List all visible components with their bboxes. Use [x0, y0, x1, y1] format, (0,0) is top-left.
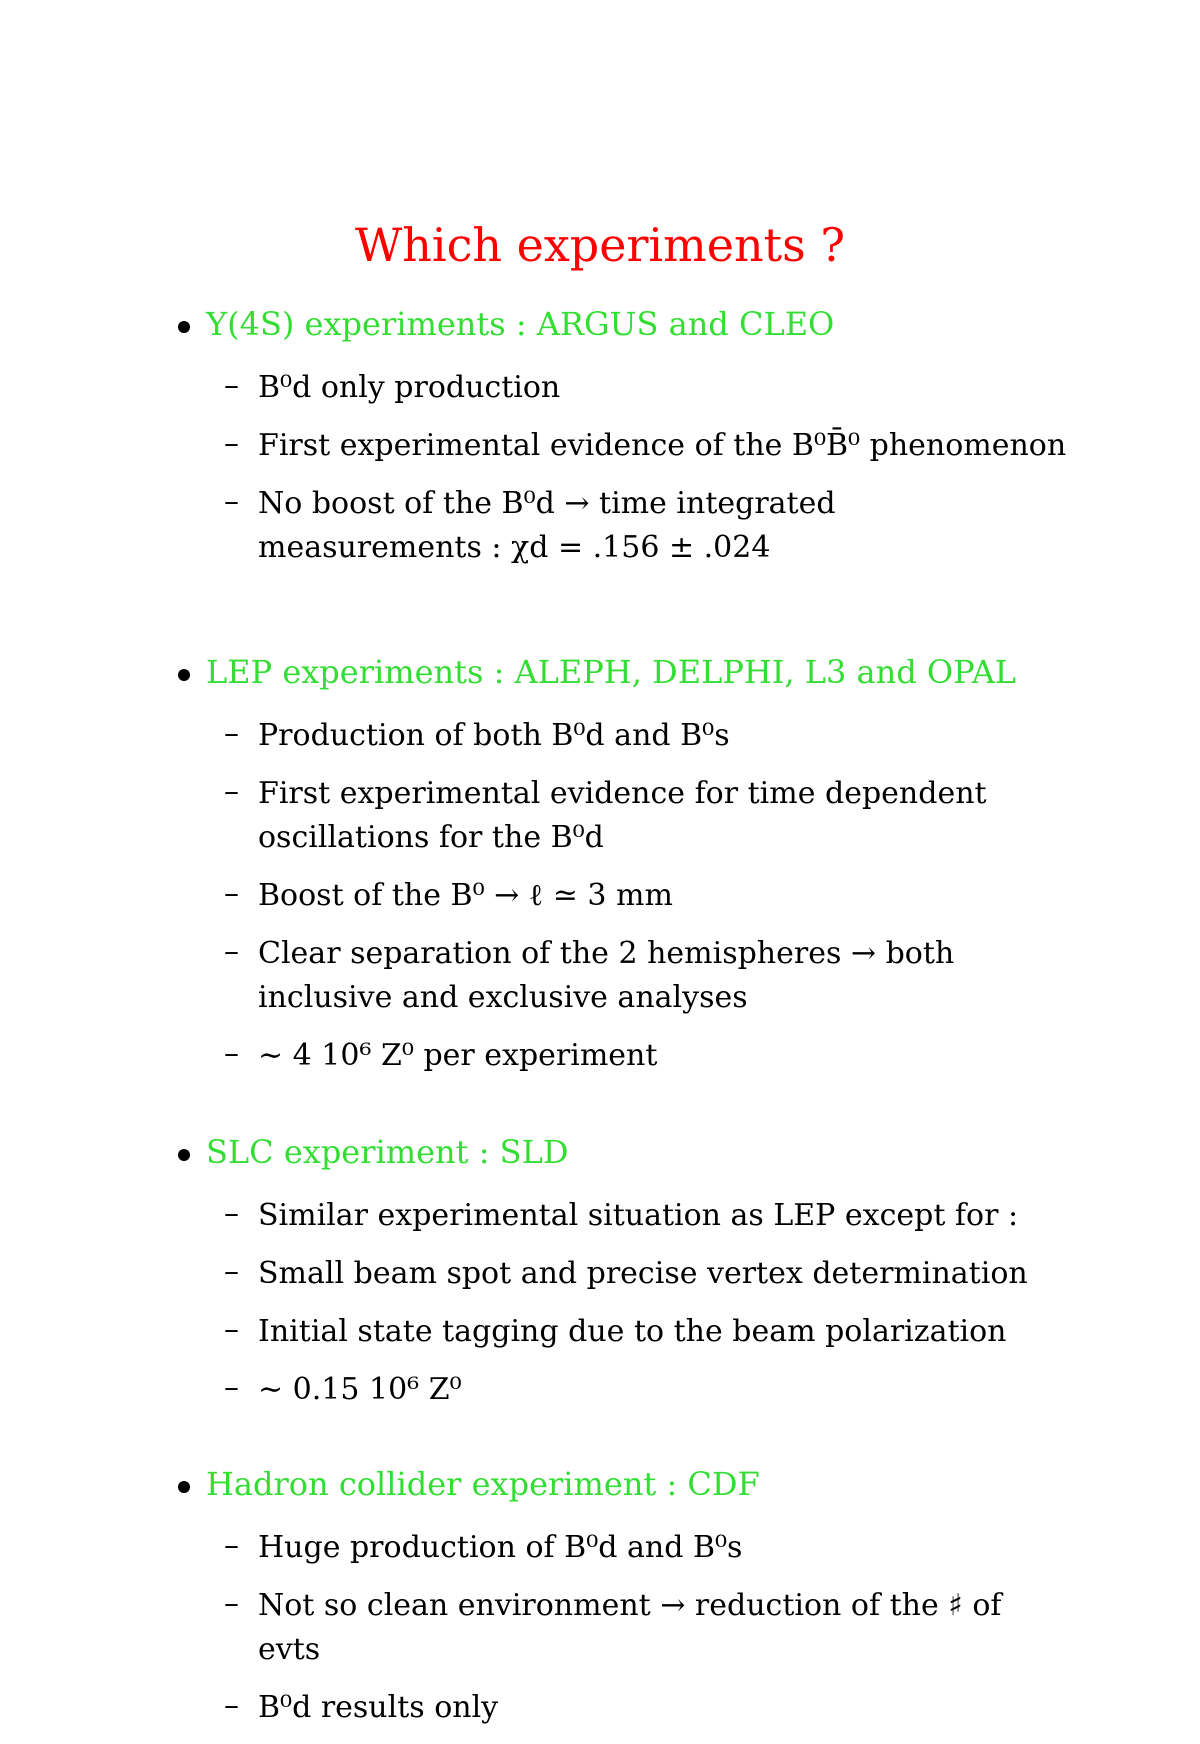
item-text: Initial state tagging due to the beam polarization [258, 1314, 1007, 1349]
dash-icon: – [224, 1688, 239, 1723]
dash-icon: – [224, 1312, 239, 1347]
section-heading: SLC experiment : SLD [206, 1133, 569, 1171]
item-text: Not so clean environment → reduction of the ♯ of evts [258, 1588, 1012, 1667]
list-item [0, 424, 1200, 468]
list-item [0, 1368, 1200, 1412]
item-text: First experimental evidence for time dependent oscillations for the B⁰d [258, 776, 997, 855]
dash-icon: – [224, 1370, 239, 1405]
item-text: Production of both B⁰d and B⁰s [258, 718, 730, 753]
dash-icon: – [224, 484, 239, 519]
section-heading: LEP experiments : ALEPH, DELPHI, L3 and OPAL [206, 653, 1017, 691]
list-item [0, 1686, 1200, 1730]
bullet-icon [178, 669, 190, 681]
item-text: ∼ 4 10⁶ Z⁰ per experiment [258, 1038, 658, 1073]
item-text: B⁰d only production [258, 370, 561, 405]
dash-icon: – [224, 716, 239, 751]
list-item [0, 1034, 1200, 1078]
dash-icon: – [224, 1586, 239, 1621]
list-item [0, 1310, 1200, 1354]
section-heading: Hadron collider experiment : CDF [206, 1465, 760, 1503]
list-item [0, 772, 1200, 860]
dash-icon: – [224, 934, 239, 969]
item-text: Huge production of B⁰d and B⁰s [258, 1530, 743, 1565]
list-item [0, 482, 1200, 570]
bullet-icon [178, 321, 190, 333]
item-text: No boost of the B⁰d → time integrated measurements : χd = .156 ± .024 [258, 486, 846, 565]
bullet-icon [178, 1149, 190, 1161]
list-item [0, 1194, 1200, 1238]
list-item [0, 1526, 1200, 1570]
section-heading: Υ(4S) experiments : ARGUS and CLEO [206, 305, 835, 343]
item-text: Clear separation of the 2 hemispheres → both inclusive and exclusive analyses [258, 936, 964, 1015]
item-text: Boost of the B⁰ → ℓ ≃ 3 mm [258, 878, 673, 913]
dash-icon: – [224, 1528, 239, 1563]
item-text: First experimental evidence of the B⁰B̄⁰ phenomenon [258, 428, 1067, 463]
list-item [0, 714, 1200, 758]
dash-icon: – [224, 1196, 239, 1231]
bullet-icon [178, 1481, 190, 1493]
page-title: Which experiments ? [354, 218, 845, 272]
list-item [0, 366, 1200, 410]
section-upsilon [0, 304, 1200, 584]
item-text: Similar experimental situation as LEP except for : [258, 1198, 1019, 1233]
item-text: ∼ 0.15 10⁶ Z⁰ [258, 1372, 462, 1407]
dash-icon: – [224, 368, 239, 403]
list-item [0, 1252, 1200, 1296]
section-lep [0, 652, 1200, 1092]
dash-icon: – [224, 426, 239, 461]
item-text: Small beam spot and precise vertex determination [258, 1256, 1028, 1291]
list-item [0, 1584, 1200, 1672]
dash-icon: – [224, 774, 239, 809]
item-text: B⁰d results only [258, 1690, 499, 1725]
list-item [0, 874, 1200, 918]
dash-icon: – [224, 1254, 239, 1289]
dash-icon: – [224, 1036, 239, 1071]
section-cdf [0, 1464, 1200, 1744]
dash-icon: – [224, 876, 239, 911]
section-slc [0, 1132, 1200, 1426]
list-item [0, 932, 1200, 1020]
